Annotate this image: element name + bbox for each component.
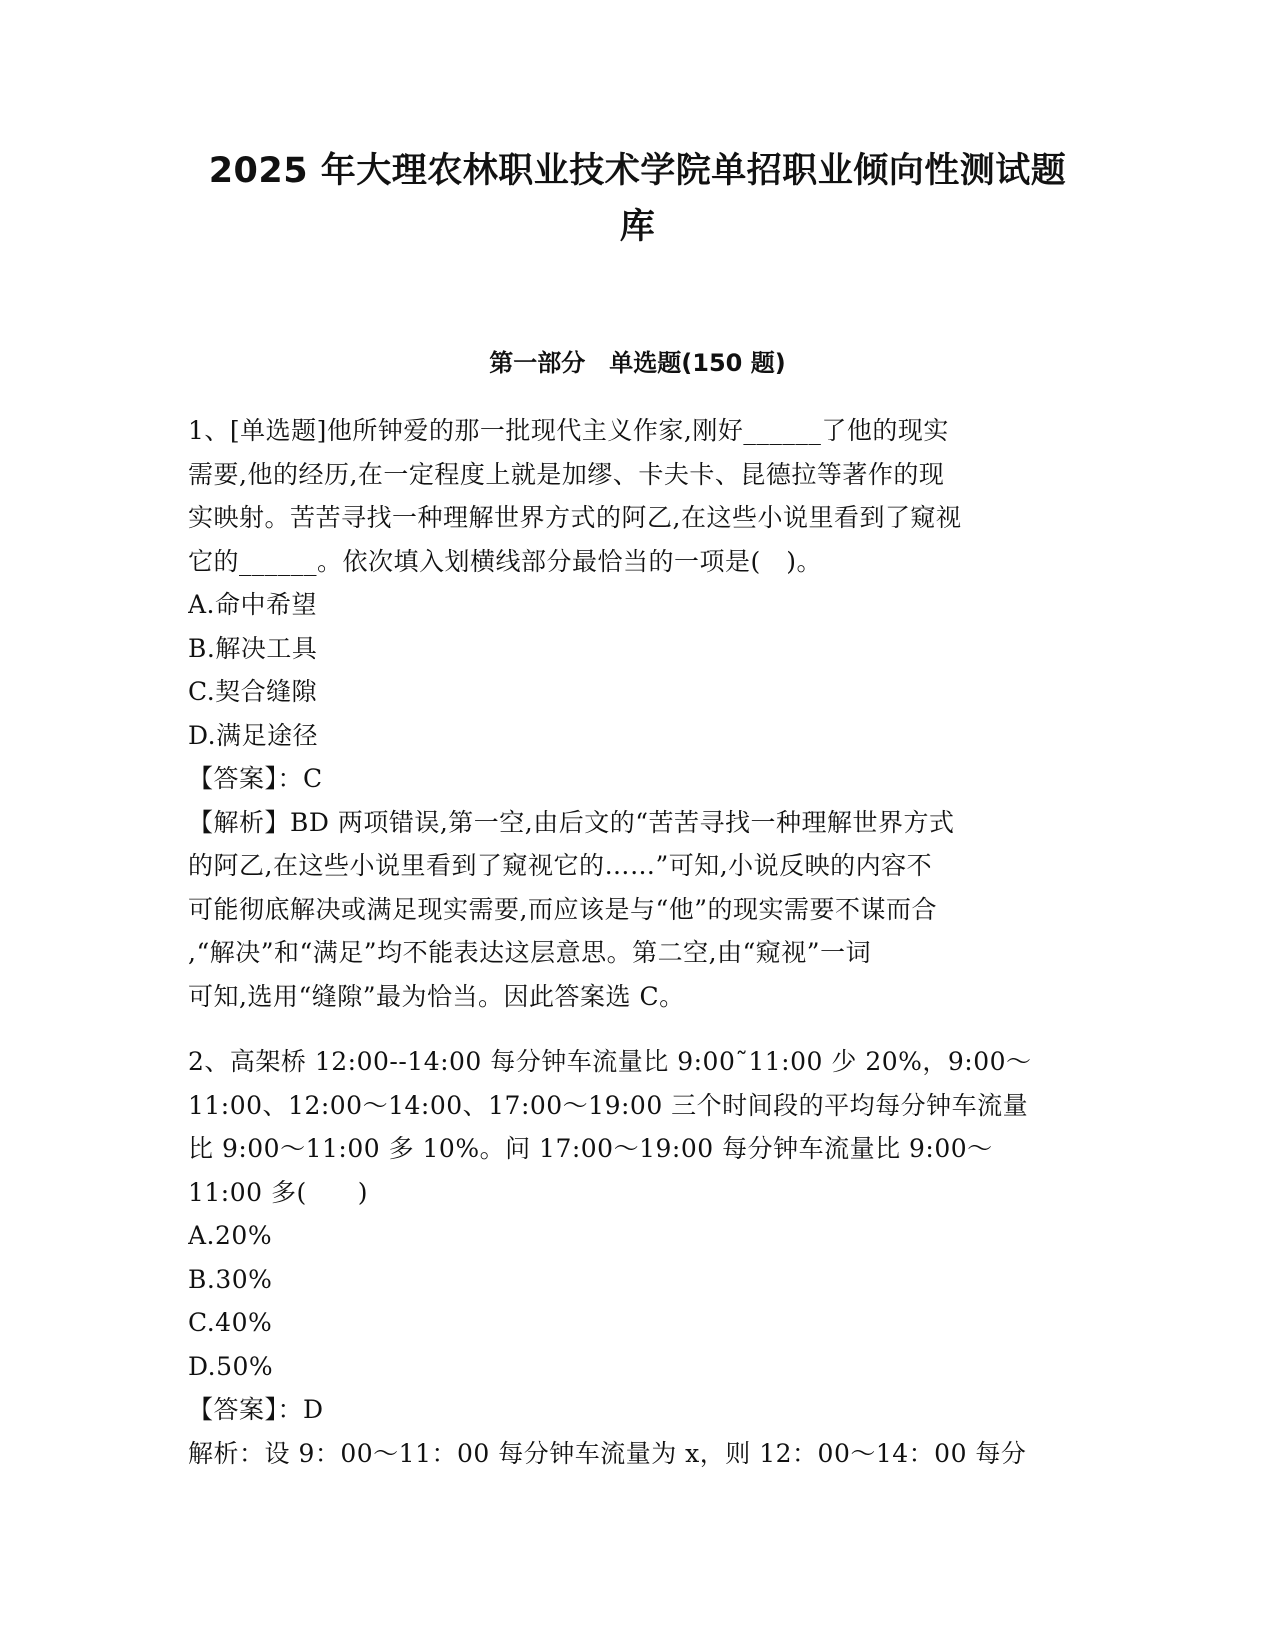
q2-stem-line-4: 11:00 多( ) (188, 1177, 368, 1207)
q1-analysis-line-4: ,“解决”和“满足”均不能表达这层意思。第二空,由“窥视”一词 (188, 938, 872, 967)
q2-option-b: B.30% (188, 1264, 273, 1294)
question-2 (188, 1040, 1088, 1475)
q1-stem-line-2: 需要,他的经历,在一定程度上就是加缪、卡夫卡、昆德拉等著作的现 (188, 459, 945, 489)
q1-analysis-line-2: 的阿乙,在这些小说里看到了窥视它的……”可知,小说反映的内容不 (188, 851, 933, 880)
q1-stem-line-3: 实映射。苦苦寻找一种理解世界方式的阿乙,在这些小说里看到了窥视 (188, 503, 962, 532)
q1-option-d: D.满足途径 (188, 720, 319, 750)
q2-stem-line-1: 2、高架桥 12:00--14:00 每分钟车流量比 9:00˜11:00 少 20%，9:00～ (188, 1047, 1032, 1076)
q1-analysis-line-1: 【解析】BD 两项错误,第一空,由后文的“苦苦寻找一种理解世界方式 (188, 807, 955, 837)
q2-option-d: D.50% (188, 1351, 274, 1381)
q2-stem-line-3: 比 9:00～11:00 多 10%。问 17:00～19:00 每分钟车流量比 9:00～ (188, 1134, 993, 1163)
question-1 (188, 409, 1088, 1018)
section-heading: 第一部分 单选题(150 题) (489, 349, 786, 377)
q1-option-b: B.解决工具 (188, 633, 318, 663)
q1-option-a: A.命中希望 (188, 590, 318, 619)
q2-option-a: A.20% (188, 1221, 273, 1250)
title-line-2: 库 (619, 207, 656, 247)
q2-answer: 【答案】：D (188, 1395, 324, 1424)
q1-stem-line-1: 1、[单选题]他所钟爱的那一批现代主义作家,刚好______了他的现实 (188, 416, 949, 445)
document-title (180, 143, 1095, 255)
q1-answer: 【答案】：C (188, 764, 323, 793)
q1-stem-line-4: 它的______。依次填入划横线部分最恰当的一项是( )。 (188, 546, 823, 576)
q2-option-c: C.40% (188, 1308, 273, 1337)
title-line-1: 2025 年大理农林职业技术学院单招职业倾向性测试题 (208, 151, 1067, 191)
q2-analysis-line-1: 解析：设 9：00～11：00 每分钟车流量为 x，则 12：00～14：00 每分 (188, 1438, 1027, 1468)
q1-analysis-line-5: 可知,选用“缝隙”最为恰当。因此答案选 C。 (188, 981, 685, 1011)
q2-stem-line-2: 11:00、12:00～14:00、17:00～19:00 三个时间段的平均每分钟车流量 (188, 1090, 1029, 1120)
q1-analysis-line-3: 可能彻底解决或满足现实需要,而应该是与“他”的现实需要不谋而合 (188, 894, 938, 924)
q1-option-c: C.契合缝隙 (188, 677, 318, 706)
